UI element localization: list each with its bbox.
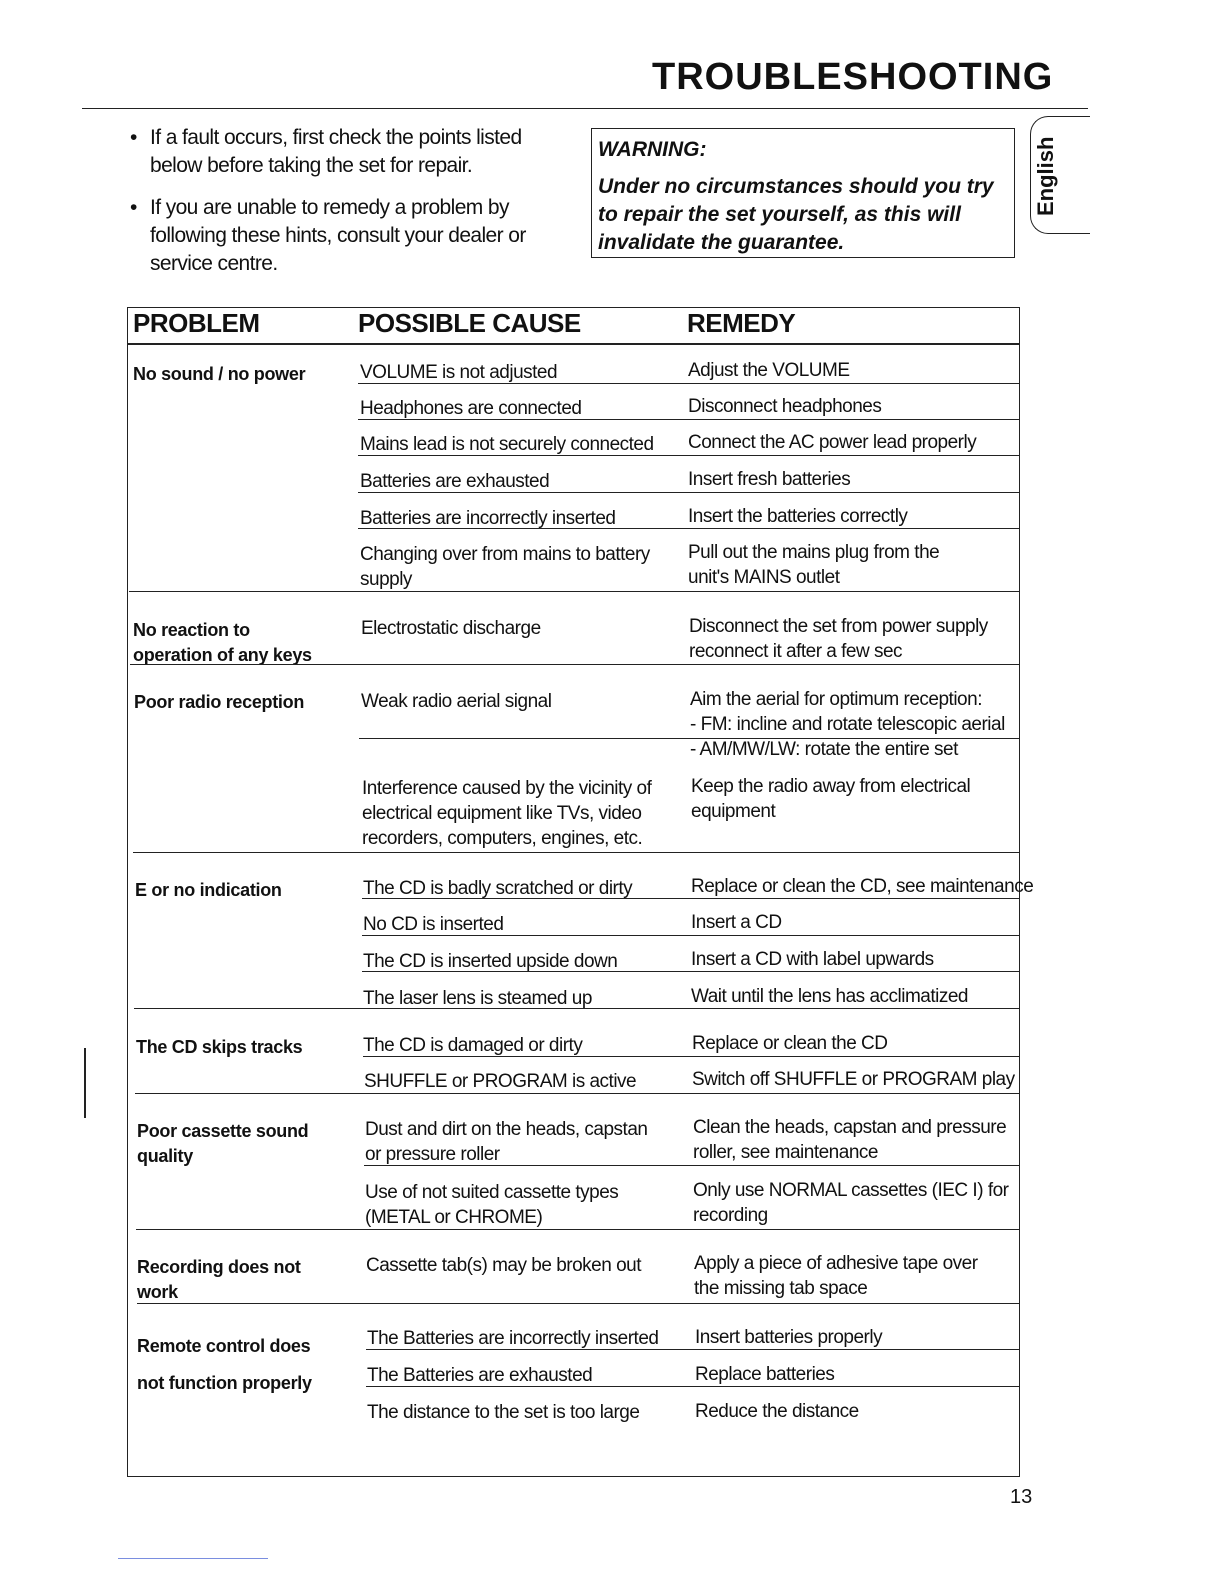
remedy-cell: Insert the batteries correctly <box>688 506 908 527</box>
row-rule <box>366 1386 1020 1387</box>
cause-cell: Batteries are exhausted <box>360 471 550 492</box>
problem-no-sound: No sound / no power <box>133 364 306 384</box>
cause-cell: Cassette tab(s) may be broken out <box>366 1255 641 1276</box>
cause-cell: Batteries are incorrectly inserted <box>360 508 616 529</box>
problem-poor-radio: Poor radio reception <box>134 692 305 712</box>
title-rule <box>82 108 1088 109</box>
remedy-cell: Replace batteries <box>695 1364 835 1385</box>
cause-cell: The Batteries are incorrectly inserted <box>367 1328 659 1349</box>
row-rule <box>358 528 1020 529</box>
row-rule <box>359 738 1020 739</box>
cause-cell: Dust and dirt on the heads, capstan or pressure roller <box>365 1119 648 1165</box>
problem-no-reaction: No reaction to operation of any keys <box>133 620 312 665</box>
intro-bullet-2 <box>130 194 570 278</box>
cause-cell: Interference caused by the vicinity of electrical equipment like TVs, video recorders, computers, engines, etc. <box>362 778 652 849</box>
problem-cd-skips: The CD skips tracks <box>136 1037 303 1057</box>
remedy-cell: Insert batteries properly <box>695 1327 883 1348</box>
row-rule <box>362 935 1020 936</box>
problem-remote: Remote control does not function properly <box>137 1336 312 1393</box>
group-rule <box>136 1229 1020 1230</box>
cause-cell: SHUFFLE or PROGRAM is active <box>364 1071 637 1092</box>
remedy-cell: Keep the radio away from electrical equipment <box>691 776 971 822</box>
remedy-cell: Disconnect the set from power supply reconnect it after a few sec <box>689 616 988 662</box>
row-rule <box>362 898 1020 899</box>
row-rule <box>358 455 1020 456</box>
bullet-dot: • <box>130 196 137 219</box>
bottom-line <box>118 1558 268 1559</box>
row-rule <box>358 419 1020 420</box>
remedy-cell: Clean the heads, capstan and pressure roller, see maintenance <box>693 1117 1007 1163</box>
remedy-cell: Apply a piece of adhesive tape over the missing tab space <box>694 1253 978 1299</box>
remedy-cell: Disconnect headphones <box>688 396 882 417</box>
cause-cell: The CD is damaged or dirty <box>363 1035 583 1056</box>
group-rule <box>137 1303 1020 1304</box>
cause-cell: VOLUME is not adjusted <box>360 362 558 383</box>
page-title: TROUBLESHOOTING <box>652 56 1054 98</box>
remedy-cell: Replace or clean the CD, see maintenance <box>691 876 1034 897</box>
bullet-dot: • <box>130 126 137 149</box>
header-rule <box>127 343 1020 345</box>
group-rule <box>129 591 1020 592</box>
warning-title: WARNING: <box>598 138 707 161</box>
remedy-cell: Wait until the lens has acclimatized <box>691 986 968 1007</box>
page-number: 13 <box>1010 1486 1033 1508</box>
margin-bar <box>84 1048 86 1118</box>
group-rule <box>130 664 1020 665</box>
row-rule <box>366 1349 1020 1350</box>
remedy-cell: Adjust the VOLUME <box>688 360 850 381</box>
header-remedy: REMEDY <box>687 308 796 338</box>
row-rule <box>358 492 1020 493</box>
problem-recording: Recording does not work <box>137 1257 301 1302</box>
remedy-cell: Switch off SHUFFLE or PROGRAM play <box>692 1069 1015 1090</box>
cause-cell: Mains lead is not securely connected <box>360 434 654 455</box>
row-rule <box>364 1165 1020 1166</box>
header-problem: PROBLEM <box>133 308 260 338</box>
remedy-cell: Aim the aerial for optimum reception: - FM: incline and rotate telescopic aerial - AM/MW/LW: rotate the entire set <box>690 689 1005 760</box>
remedy-cell: Connect the AC power lead properly <box>688 432 977 453</box>
group-rule <box>134 1008 1020 1009</box>
intro-bullet-text: If a fault occurs, first check the points listed below before taking the set for repair. <box>150 126 522 177</box>
cause-cell: Headphones are connected <box>360 398 582 419</box>
row-rule <box>362 971 1020 972</box>
row-rule <box>363 1056 1020 1057</box>
cause-cell: The CD is badly scratched or dirty <box>363 878 633 899</box>
remedy-cell: Insert a CD with label upwards <box>691 949 934 970</box>
cause-cell: No CD is inserted <box>363 914 504 935</box>
remedy-cell: Reduce the distance <box>695 1401 859 1422</box>
intro-bullet-1 <box>130 124 570 180</box>
warning-box <box>591 128 1015 258</box>
cause-cell: The Batteries are exhausted <box>367 1365 593 1386</box>
cause-cell: Use of not suited cassette types (METAL or CHROME) <box>365 1182 619 1228</box>
group-rule <box>135 1093 1020 1094</box>
remedy-cell: Pull out the mains plug from the unit's MAINS outlet <box>688 542 940 588</box>
cause-cell: The laser lens is steamed up <box>363 988 592 1009</box>
cause-cell: Electrostatic discharge <box>361 618 541 639</box>
problem-display-indication: E or no indication <box>135 880 282 900</box>
remedy-cell: Insert fresh batteries <box>688 469 851 490</box>
remedy-cell: Only use NORMAL cassettes (IEC I) for recording <box>693 1180 1009 1226</box>
cause-cell: Weak radio aerial signal <box>361 691 552 712</box>
row-rule <box>358 383 1020 384</box>
remedy-cell: Replace or clean the CD <box>692 1033 888 1054</box>
problem-cassette-sound: Poor cassette sound quality <box>137 1121 309 1166</box>
cause-cell: Changing over from mains to battery supply <box>360 544 650 590</box>
warning-body: Under no circumstances should you try to repair the set yourself, as this will invalidate the guarantee. <box>598 175 994 254</box>
language-label: English <box>1033 136 1058 216</box>
intro-bullet-text: If you are unable to remedy a problem by following these hints, consult your dealer or service centre. <box>150 196 526 275</box>
cause-cell: The distance to the set is too large <box>367 1402 640 1423</box>
group-rule <box>133 852 1020 853</box>
cause-cell: The CD is inserted upside down <box>363 951 618 972</box>
remedy-cell: Insert a CD <box>691 912 782 933</box>
header-cause: POSSIBLE CAUSE <box>358 308 581 338</box>
